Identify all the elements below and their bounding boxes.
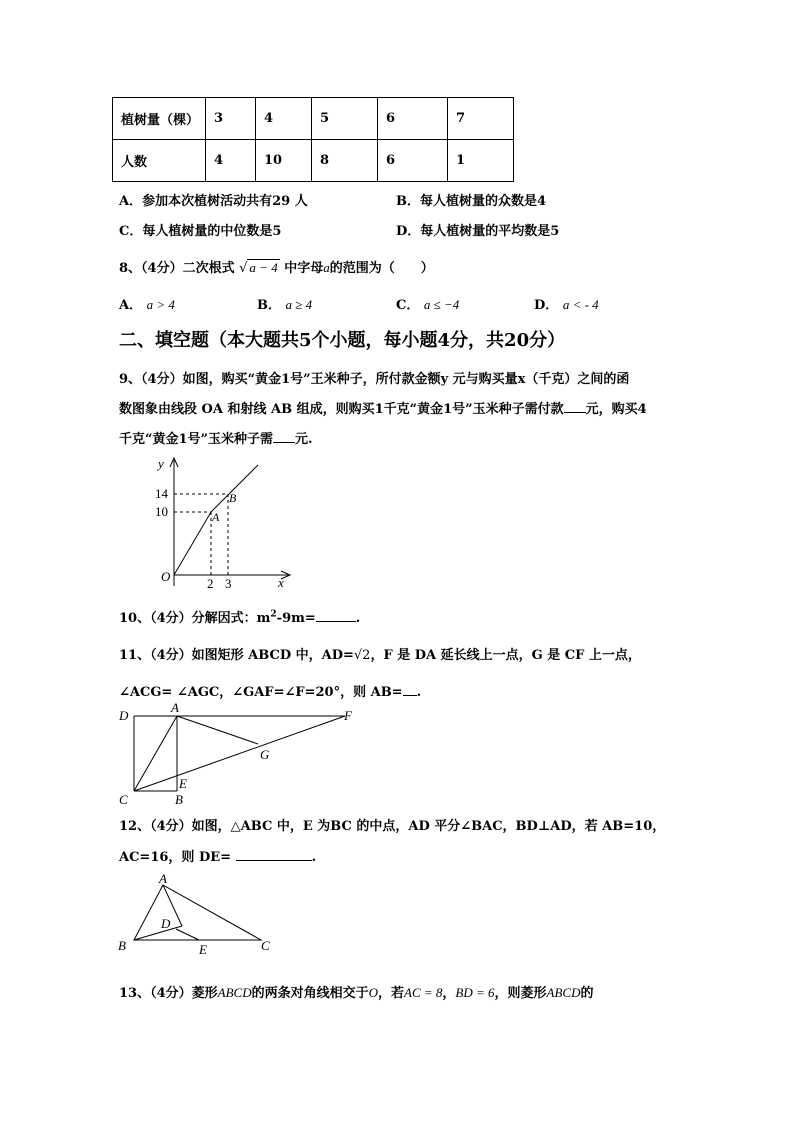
q7-option-d: D．每人植树量的平均数是5 bbox=[396, 224, 560, 239]
label-c: C bbox=[261, 938, 270, 953]
table-cell: 10 bbox=[256, 140, 312, 182]
y-tick-label: 14 bbox=[155, 486, 168, 501]
q9-line2: 数图象由线段 OA 和射线 AB 组成，则购买1千克“黄金1号”玉米种子需付款 元，购买4 bbox=[119, 402, 647, 417]
q11-line1: 11、（4分）如图矩形 ABCD 中，AD=√2，F 是 DA 延长线上一点，G 是 CF 上一点， bbox=[119, 648, 641, 663]
q13-question: 13、（4分）菱形ABCD的两条对角线相交于O，若AC = 8，BD = 6，则菱形ABCD的 bbox=[119, 985, 594, 1001]
table-row bbox=[113, 98, 514, 140]
q8-option-c: C． a ≤ −4 bbox=[396, 297, 460, 313]
q7-option-c: C．每人植树量的中位数是5 bbox=[119, 224, 282, 239]
point-a-label: A bbox=[212, 510, 220, 524]
table-cell: 6 bbox=[378, 98, 448, 140]
q12-line1: 12、（4分）如图，△ABC 中，E 为BC 的中点，AD 平分∠BAC，BD⊥AD，若 AB=10， bbox=[119, 819, 666, 834]
q8-prefix: 8、（4分）二次根式 bbox=[119, 261, 235, 276]
y-tick-label: 10 bbox=[155, 504, 168, 519]
table-cell: 4 bbox=[256, 98, 312, 140]
label-b: B bbox=[118, 938, 126, 953]
origin-label: O bbox=[161, 569, 171, 584]
q7-option-a: A．参加本次植树活动共有29 人 bbox=[119, 194, 308, 209]
q8-option-b: B． a ≥ 4 bbox=[257, 297, 313, 313]
answer-blank[interactable] bbox=[273, 442, 295, 443]
answer-blank[interactable] bbox=[236, 860, 312, 861]
q8-middle: 中字母 bbox=[284, 261, 324, 276]
q8-option-a: A． a > 4 bbox=[119, 297, 175, 313]
table-cell: 5 bbox=[312, 98, 378, 140]
line-ag bbox=[177, 716, 258, 744]
tree-planting-table bbox=[112, 97, 514, 182]
triangle-abc bbox=[134, 885, 261, 940]
q8-var: a bbox=[323, 260, 330, 275]
label-a: A bbox=[171, 700, 179, 715]
x-tick-label: 2 bbox=[207, 576, 214, 591]
label-b: B bbox=[175, 792, 183, 807]
x-axis-label: x bbox=[278, 575, 284, 590]
q9-line1: 9、（4分）如图，购买“黄金1号”王米种子，所付款金额y 元与购买量x（千克）之间的函 bbox=[119, 372, 630, 387]
point-b-label: B bbox=[229, 491, 237, 505]
q8-option-d: D． a < - 4 bbox=[534, 297, 599, 313]
y-axis-label: y bbox=[158, 456, 164, 471]
table-cell: 6 bbox=[378, 140, 448, 182]
q8-radicand: a − 4 bbox=[249, 260, 278, 275]
table-cell: 人数 bbox=[113, 140, 206, 182]
q12-line2: AC=16，则 DE= . bbox=[119, 850, 317, 865]
answer-blank[interactable] bbox=[564, 412, 586, 413]
label-g: G bbox=[260, 747, 270, 762]
q7-option-b: B．每人植树量的众数是4 bbox=[396, 194, 547, 209]
x-tick-label: 3 bbox=[225, 576, 232, 591]
label-c: C bbox=[119, 792, 128, 807]
line-de bbox=[176, 929, 199, 940]
label-d: D bbox=[119, 708, 129, 723]
label-a: A bbox=[159, 872, 167, 886]
q9-line3: 千克“黄金1号”玉米种子需 元. bbox=[119, 432, 313, 447]
table-cell: 3 bbox=[206, 98, 256, 140]
q11-line2: ∠ACG= ∠AGC，∠GAF=∠F=20°，则 AB= . bbox=[119, 685, 422, 700]
answer-blank[interactable] bbox=[403, 695, 417, 696]
table-cell: 4 bbox=[206, 140, 256, 182]
answer-blank[interactable] bbox=[316, 621, 356, 622]
table-cell: 植树量（棵） bbox=[113, 98, 206, 140]
q12-figure bbox=[115, 872, 280, 956]
table-cell: 1 bbox=[448, 140, 514, 182]
q10-question: 10、（4分）分解因式：$m^2-9m=$ . bbox=[119, 609, 361, 626]
table-row bbox=[113, 140, 514, 182]
q11-figure bbox=[115, 700, 365, 810]
sqrt-icon: √ bbox=[239, 261, 248, 276]
label-e: E bbox=[179, 776, 187, 791]
line-ca bbox=[134, 716, 177, 791]
q8-question bbox=[119, 257, 434, 276]
q9-graph bbox=[140, 455, 300, 595]
table-cell: 8 bbox=[312, 140, 378, 182]
label-e: E bbox=[199, 942, 207, 956]
table-cell: 7 bbox=[448, 98, 514, 140]
label-d: D bbox=[161, 916, 171, 931]
line-bd-extended bbox=[134, 926, 182, 940]
section-heading: 二、填空题（本大题共5个小题，每小题4分，共20分） bbox=[119, 330, 566, 351]
sqrt-value: √2 bbox=[353, 648, 371, 663]
line-cf bbox=[134, 716, 345, 791]
q8-suffix: 的范围为（ ） bbox=[329, 261, 434, 276]
label-f: F bbox=[344, 708, 352, 723]
